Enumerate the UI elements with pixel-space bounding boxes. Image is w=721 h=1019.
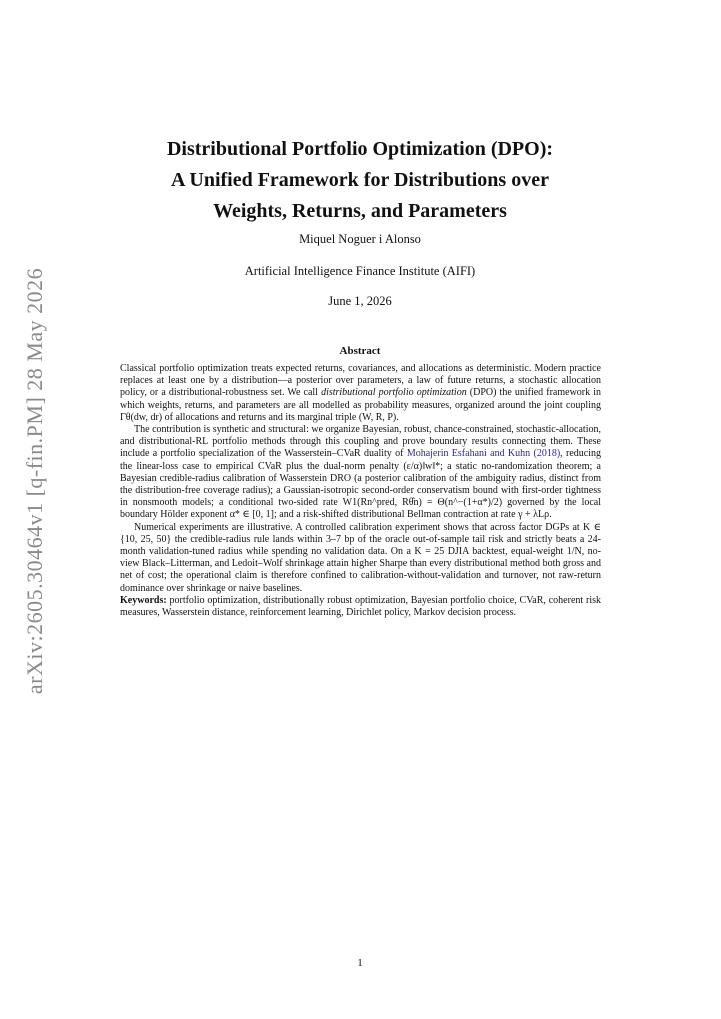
abstract-body xyxy=(120,363,601,619)
title-line-3: Weights, Returns, and Parameters xyxy=(213,200,507,222)
date: June 1, 2026 xyxy=(328,294,392,308)
keywords xyxy=(120,595,601,619)
title-line-1: Distributional Portfolio Optimization (DPO): xyxy=(166,138,554,160)
affiliation: Artificial Intelligence Finance Institute (AIFI) xyxy=(244,264,476,278)
dpo-term: distributional portfolio optimization xyxy=(321,387,467,399)
page-number: 1 xyxy=(357,957,363,969)
arxiv-identifier: arXiv:2605.30464v1 [q-fin.PM] 28 May 2026 xyxy=(22,267,47,695)
arxiv-sidebar xyxy=(20,267,50,695)
abstract-paragraph-3: Numerical experiments are illustrative. A controlled calibration experiment shows that across factor DGPs at K ∈ {10, 25, 50} the credible-radius rule lands within 3–7 bp of the oracle out-of-sample tail risk and strictly beats a 24-month validation-tuned radius while spending no validation data. On a K = 25 DJIA backtest, equal-weight 1/N, no-view Black–Litterman, and Ledoit–Wolf shrinkage attain higher Sharpe than every distributional method both gross and net of cost; the operational claim is therefore confined to calibration-without-validation and turnover, not raw-return dominance over shrinkage or naive baselines. xyxy=(120,521,601,594)
keywords-list: portfolio optimization, distributionally robust optimization, Bayesian portfolio choice, CVaR, coherent risk measures, Wasserstein distance, reinforcement learning, Dirichlet policy, Markov decision process. xyxy=(120,594,601,619)
abstract-heading: Abstract xyxy=(339,345,381,357)
abstract-paragraph-1: Classical portfolio optimization treats expected returns, covariances, and allocations as deterministic. Modern practice replaces at least one by a distribution—a posterior over parameters, a law of future returns, a stochastic allocation policy, or a distributional-robustness set. We call distributional portfolio optimization (DPO) the unified framework in which weights, returns, and parameters are all modelled as probability measures, organized around the joint coupling Γθ(dw, dr) of allocations and returns and its marginal triple (W, R, P). xyxy=(120,363,601,423)
author: Miquel Noguer i Alonso xyxy=(299,232,421,246)
citation-link[interactable]: Mohajerin Esfahani and Kuhn (2018) xyxy=(406,448,561,460)
paper-title xyxy=(110,134,610,227)
title-line-2: A Unified Framework for Distributions over xyxy=(171,169,549,191)
keywords-label: Keywords: xyxy=(120,594,167,606)
abstract-paragraph-2: The contribution is synthetic and structural: we organize Bayesian, robust, chance-constrained, stochastic-allocation, and distributional-RL portfolio methods through this coupling and prove boundary results connecting them. These include a portfolio specialization of the Wasserstein–CVaR duality of Mohajerin Esfahani and Kuhn (2018), reducing the linear-loss case to empirical CVaR plus the dual-norm penalty (ε/α)‖w‖*; a static no-randomization theorem; a Bayesian credible-radius calibration of Wasserstein DRO (a posterior calibration of the ambiguity radius, distinct from the distribution-free coverage radius); a Gaussian-isotropic second-order conservatism bound with first-order tightness in nonsmooth models; a conditional two-sided rate W1(Rn^pred, Rθ̂n) = Θ(n^−(1+α*)/2) governed by the local boundary Hölder exponent α* ∈ [0, 1]; and a risk-shifted distributional Bellman contraction at rate γ + λLρ. xyxy=(120,424,601,521)
